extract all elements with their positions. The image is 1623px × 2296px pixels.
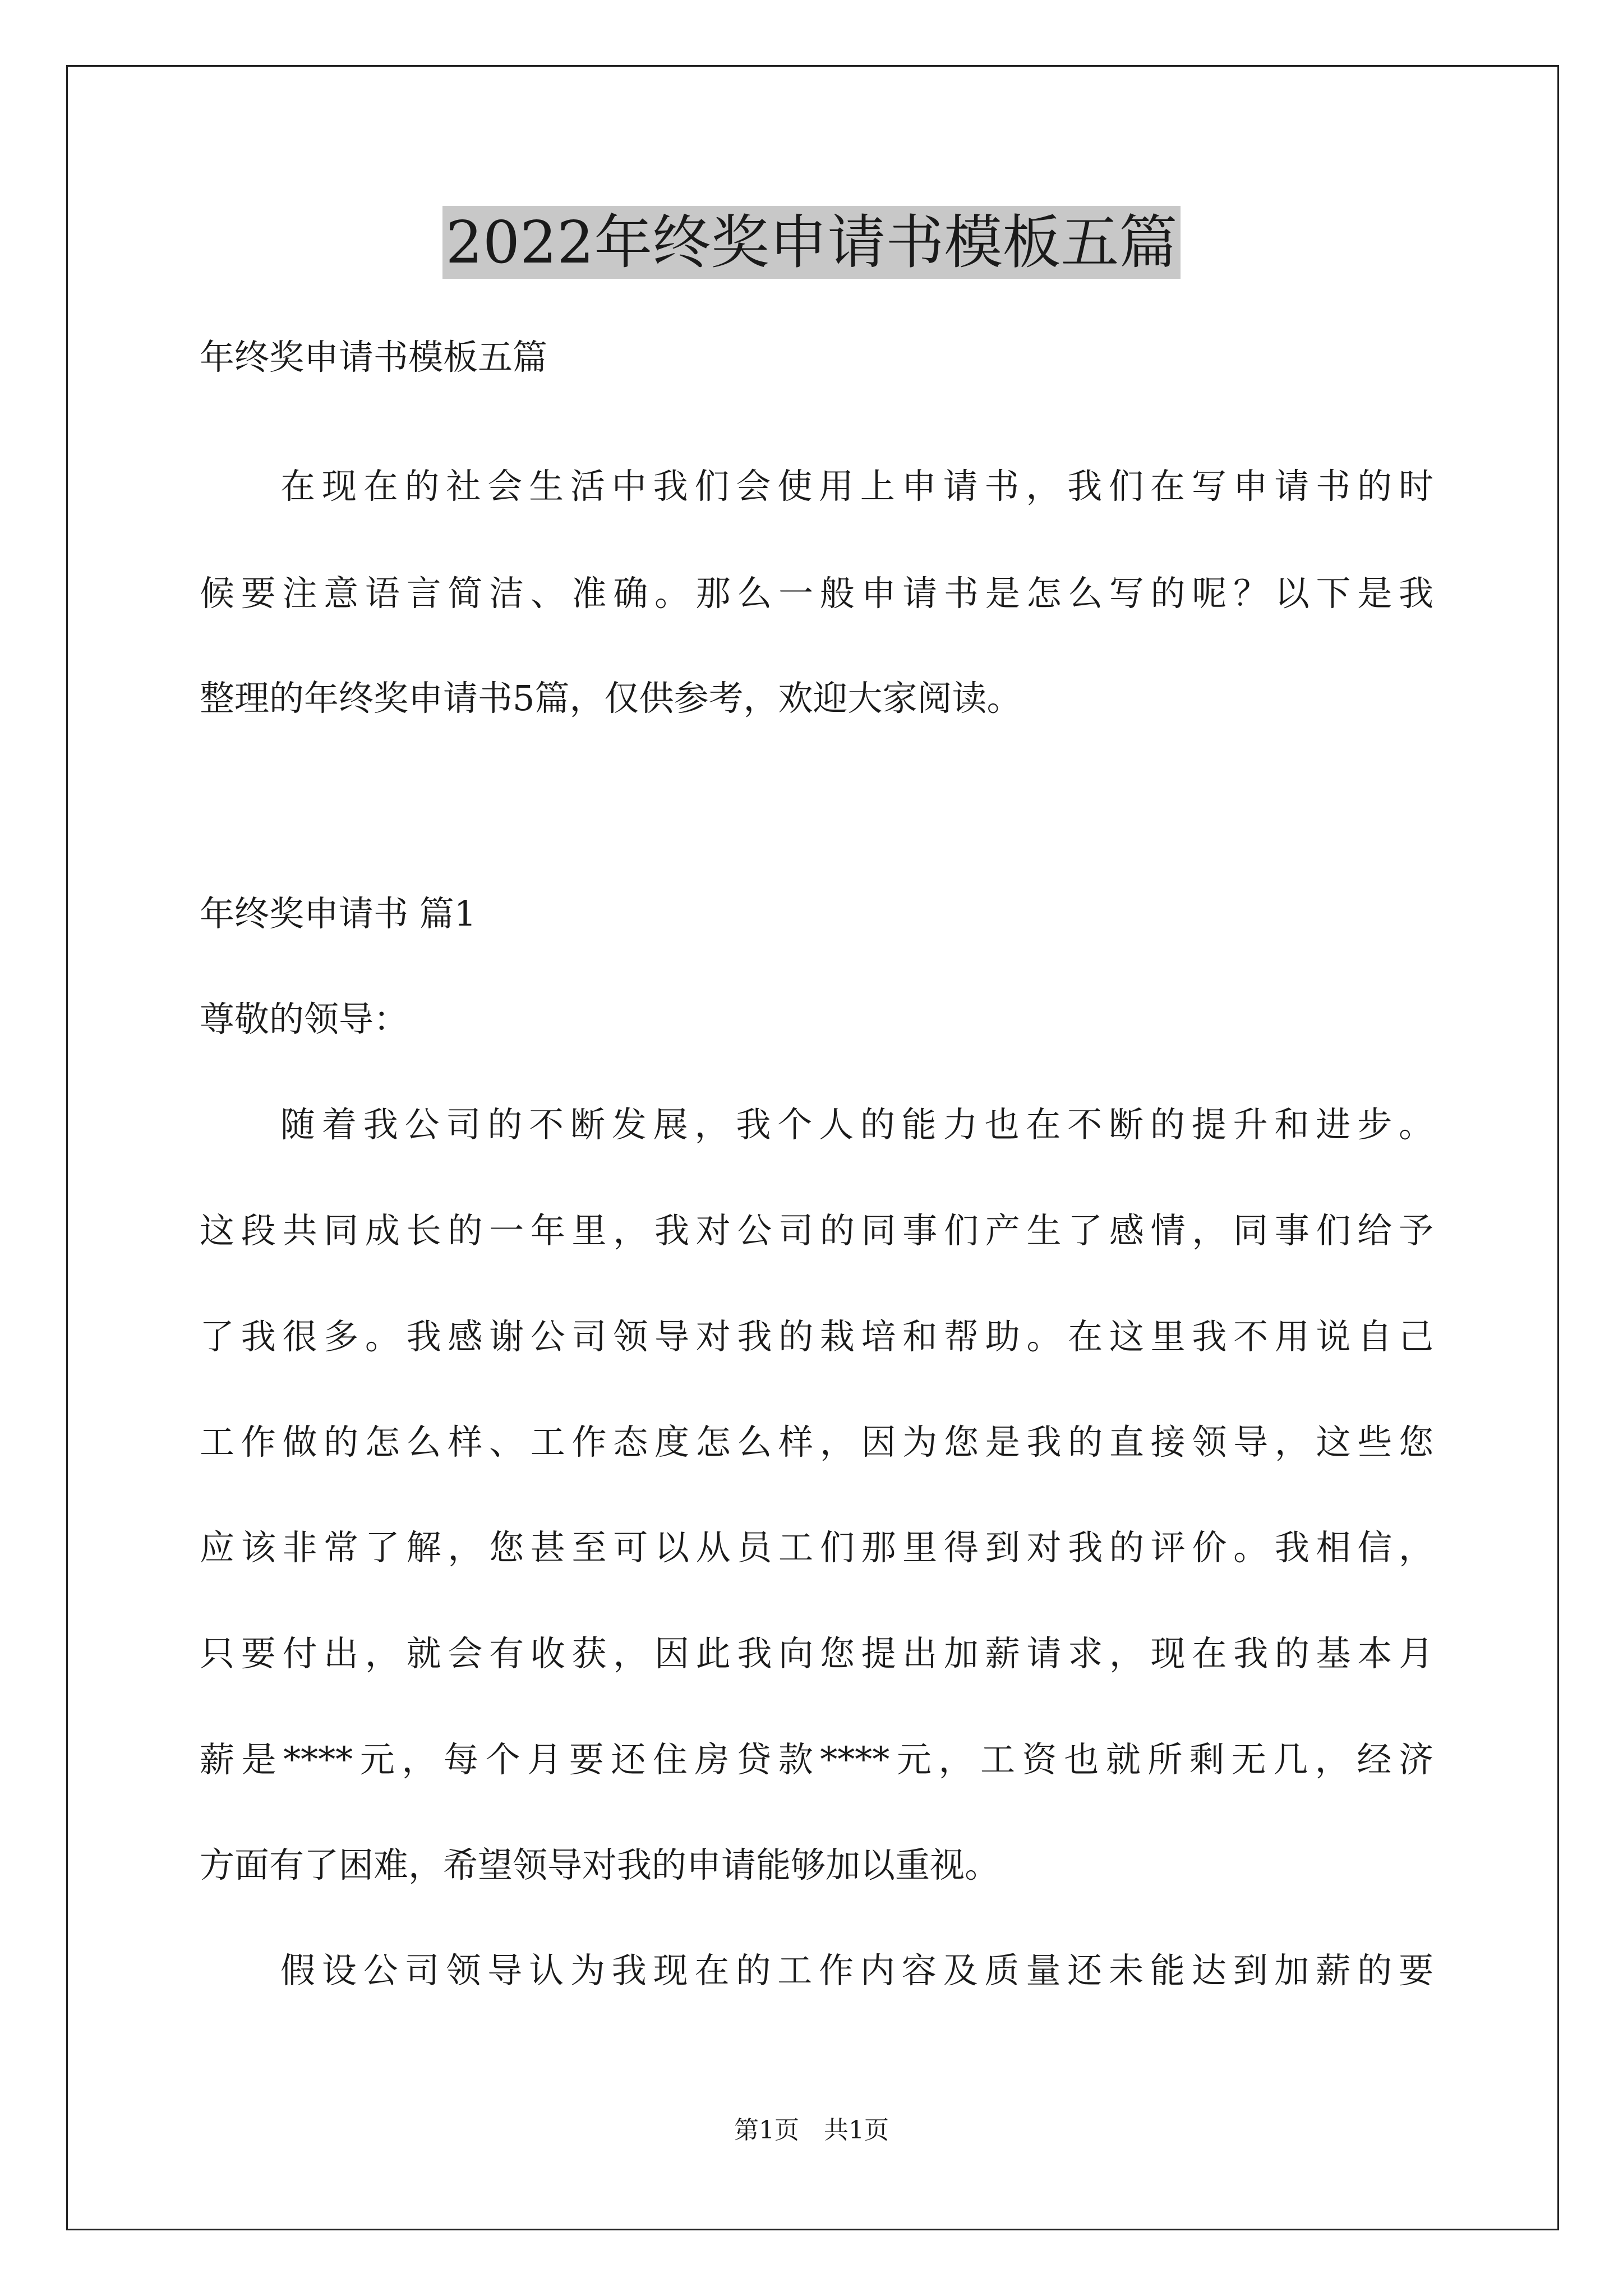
body-paragraph-line: 只要付出，就会有收获，因此我向您提出加薪请求，现在我的基本月 — [200, 1633, 1433, 1674]
body-paragraph-line: 方面有了困难，希望领导对我的申请能够加以重视。 — [200, 1844, 1000, 1885]
page-footer: 第1页 共1页 — [734, 2116, 889, 2145]
section-heading: 年终奖申请书 篇1 — [200, 893, 477, 934]
body-paragraph-line: 假设公司领导认为我现在的工作内容及质量还未能达到加薪的要 — [280, 1950, 1433, 1991]
body-paragraph-line: 这段共同成长的一年里，我对公司的同事们产生了感情，同事们给予 — [200, 1210, 1433, 1251]
intro-paragraph-line: 在现在的社会生活中我们会使用上申请书，我们在写申请书的时 — [280, 466, 1433, 507]
document-title — [0, 203, 1623, 282]
intro-paragraph-line: 候要注意语言简洁、准确。那么一般申请书是怎么写的呢？以下是我 — [200, 573, 1433, 614]
body-paragraph-line: 工作做的怎么样、工作态度怎么样，因为您是我的直接领导，这些您 — [200, 1421, 1433, 1462]
body-paragraph-line: 随着我公司的不断发展，我个人的能力也在不断的提升和进步。 — [280, 1104, 1433, 1145]
intro-paragraph-line: 整理的年终奖申请书5篇，仅供参考，欢迎大家阅读。 — [200, 678, 1022, 719]
salutation: 尊敬的领导： — [200, 999, 409, 1039]
body-paragraph-line: 了我很多。我感谢公司领导对我的栽培和帮助。在这里我不用说自己 — [200, 1316, 1433, 1357]
body-paragraph-line: 应该非常了解，您甚至可以从员工们那里得到对我的评价。我相信， — [200, 1527, 1433, 1568]
body-paragraph-line: 薪是****元，每个月要还住房贷款****元，工资也就所剩无几，经济 — [200, 1739, 1433, 1780]
document-title-text: 2022年终奖申请书模板五篇 — [442, 206, 1181, 279]
subtitle-line: 年终奖申请书模板五篇 — [200, 337, 548, 378]
